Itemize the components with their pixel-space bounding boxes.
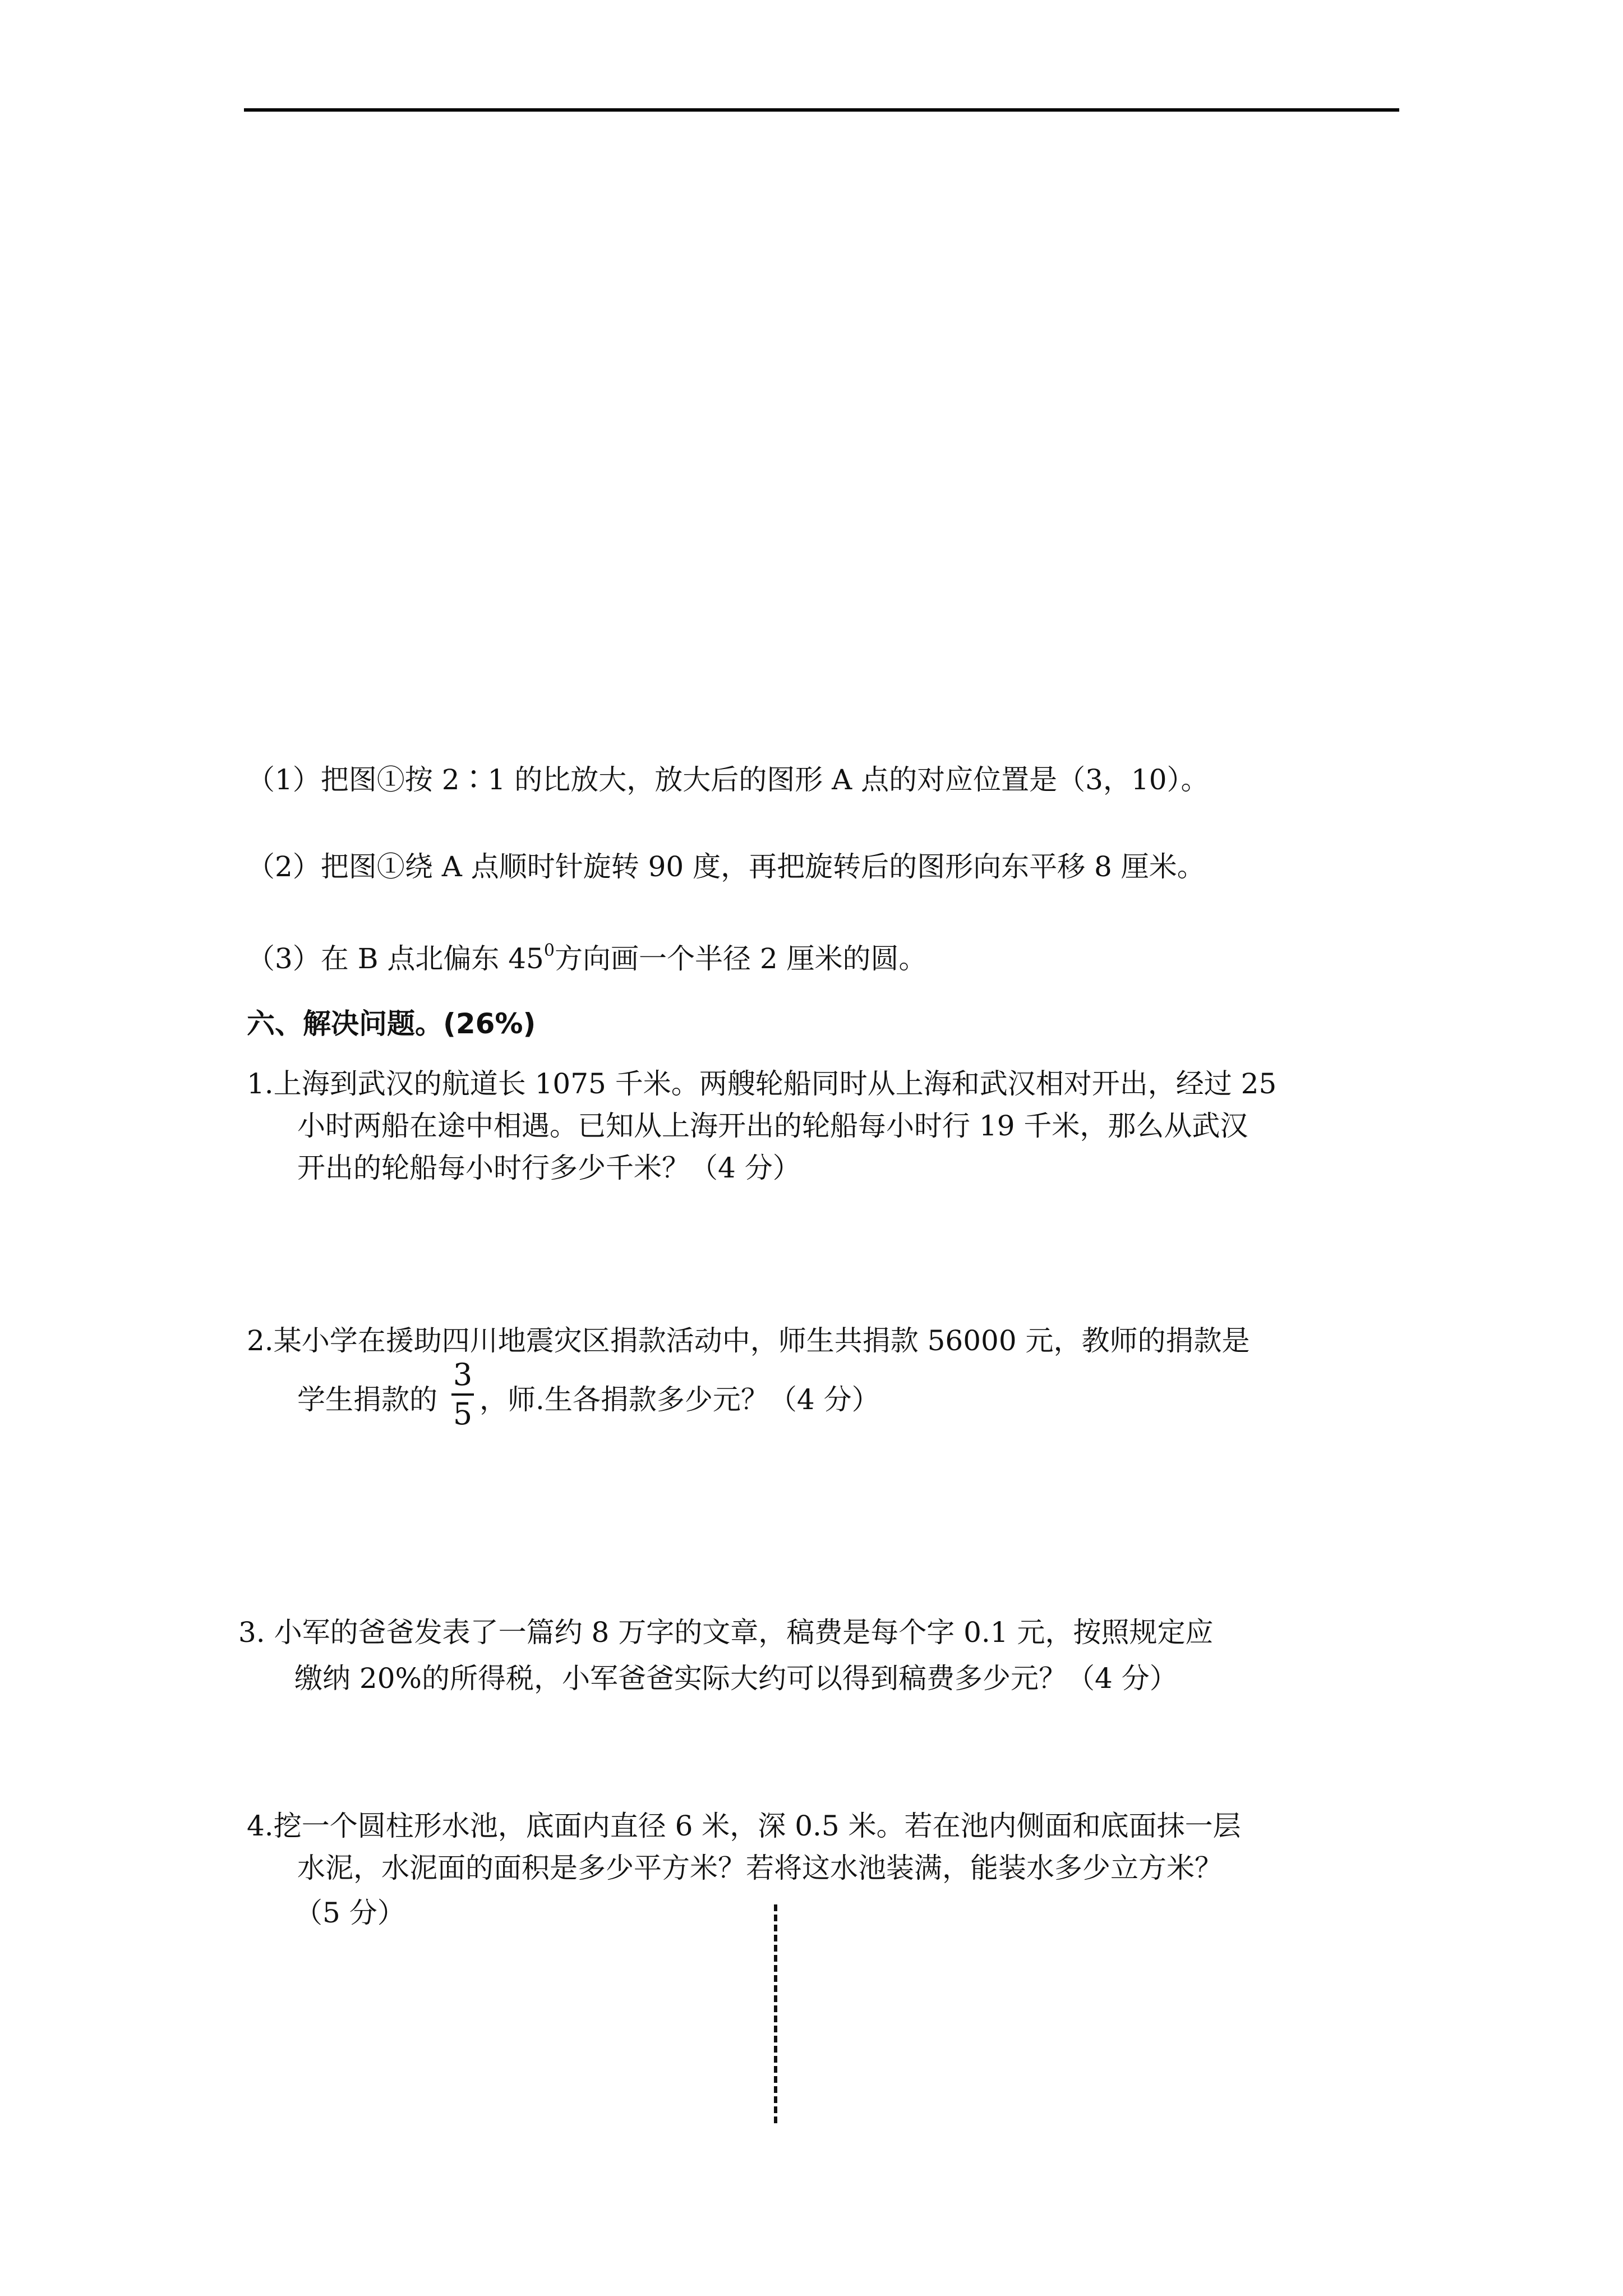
q4-line-1: 4.挖一个圆柱形水池，底面内直径 6 米，深 0.5 米。若在池内侧面和底面抹一层 xyxy=(247,1810,1241,1842)
header-rule xyxy=(244,108,1399,112)
fraction-denominator: 5 xyxy=(453,1396,473,1432)
instruction-3 xyxy=(247,931,927,978)
q1-line-2: 小时两船在途中相遇。已知从上海开出的轮船每小时行 19 千米，那么从武汉 xyxy=(297,1110,1248,1142)
section-title: 六、解决问题。(26%) xyxy=(247,1007,536,1040)
q2-line-2-start: 学生捐款的 xyxy=(297,1383,437,1416)
instruction-3-text-end: 方向画一个半径 2 厘米的圆。 xyxy=(554,942,927,975)
instruction-1: （1）把图①按 2∶1 的比放大，放大后的图形 A 点的对应位置是（3，10）。 xyxy=(247,763,1209,796)
q4-line-2: 水泥，水泥面的面积是多少平方米？若将这水池装满，能装水多少立方米？ xyxy=(297,1852,1223,1884)
q2-line-2-end: ，师.生各捐款多少元？（4 分） xyxy=(479,1383,880,1416)
instruction-3-text: （3）在 B 点北偏东 45 xyxy=(247,942,544,975)
q3-line-1: 3. 小军的爸爸发表了一篇约 8 万字的文章，稿费是每个字 0.1 元，按照规定应 xyxy=(238,1616,1214,1649)
q2-line-1: 2.某小学在援助四川地震灾区捐款活动中，师生共捐款 56000 元，教师的捐款是 xyxy=(247,1324,1250,1357)
fraction-bar xyxy=(451,1393,474,1396)
instruction-2: （2）把图①绕 A 点顺时针旋转 90 度，再把旋转后的图形向东平移 8 厘米。 xyxy=(247,850,1205,883)
q4-line-3: （5 分） xyxy=(294,1897,405,1929)
q1-line-1: 1.上海到武汉的航道长 1075 千米。两艘轮船同时从上海和武汉相对开出，经过 25 xyxy=(247,1068,1277,1100)
dashed-divider xyxy=(774,1904,777,2123)
fraction-numerator: 3 xyxy=(453,1357,473,1392)
q1-line-3: 开出的轮船每小时行多少千米？（4 分） xyxy=(297,1152,801,1184)
fraction-three-fifths xyxy=(451,1358,474,1432)
q3-line-2: 缴纳 20%的所得税，小军爸爸实际大约可以得到稿费多少元？（4 分） xyxy=(294,1662,1178,1695)
degree-superscript: 0 xyxy=(543,941,555,960)
